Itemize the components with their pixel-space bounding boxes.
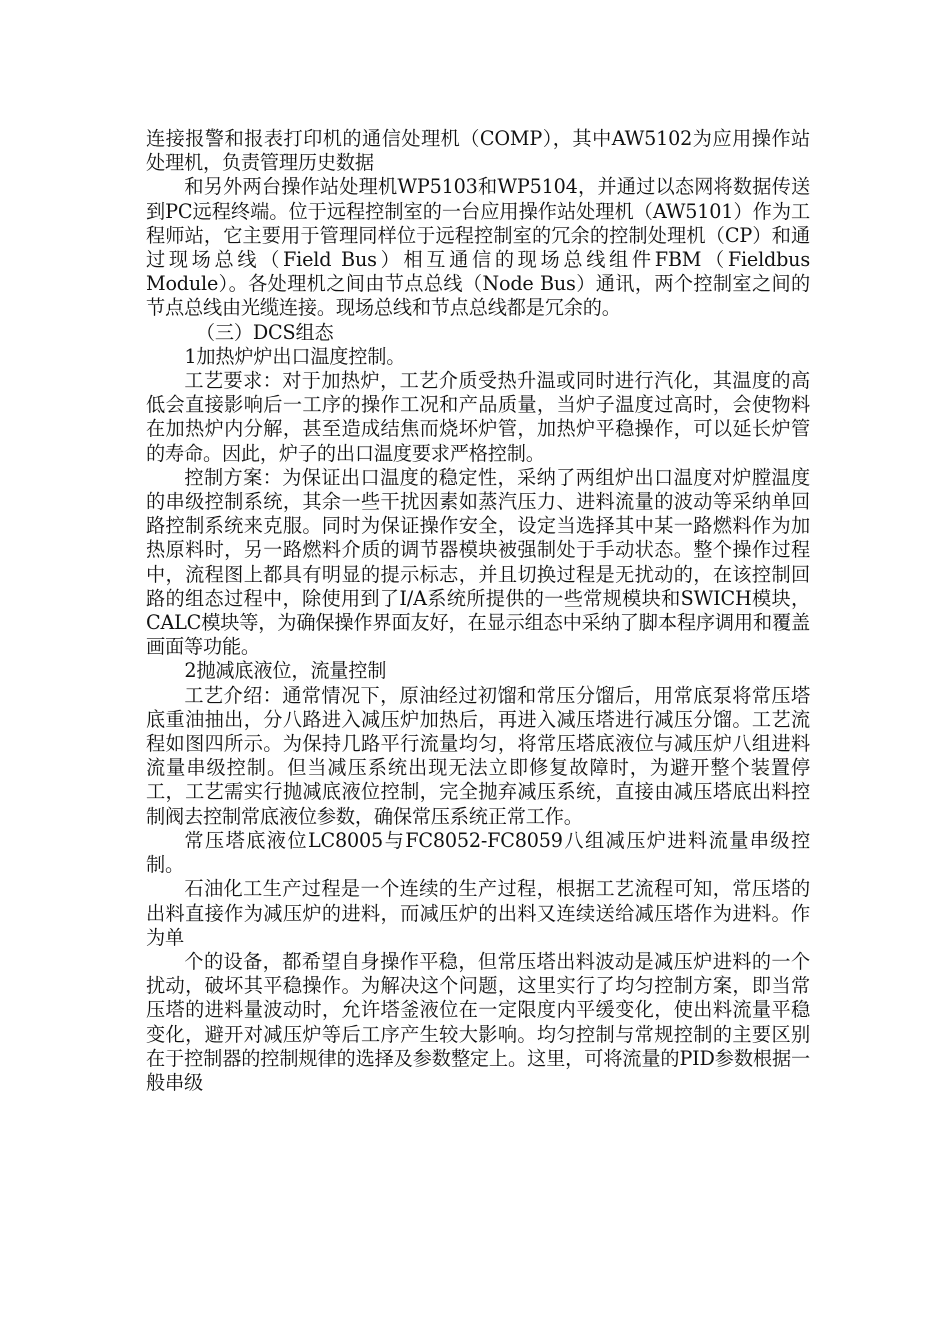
paragraph-uniform-control: 个的设备，都希望自身操作平稳，但常压塔出料波动是减压炉进料的一个扰动，破坏其平稳操作。为解决这个问题，这里实行了均匀控制方案，即当常压塔的进料量波动时，允许塔釜液位在一定限度内平缓变化，使出料流量平稳变化，避开对减压炉等后工序产生较大影响。均匀控制与常规控制的主要区别在于控制器的控制规律的选择及参数整定上。这里，可将流量的PID参数根据一般串级	[146, 949, 810, 1094]
paragraph-process-requirements: 工艺要求：对于加热炉，工艺介质受热升温或同时进行汽化，其温度的高低会直接影响后一工序的操作工况和产品质量，当炉子温度过高时，会使物料在加热炉内分解，甚至造成结焦而烧坏炉管，加热炉平稳操作，可以延长炉管的寿命。因此，炉子的出口温度要求严格控制。	[146, 369, 810, 465]
paragraph-cascade-control: 常压塔底液位LC8005与FC8052-FC8059八组减压炉进料流量串级控制。	[146, 828, 810, 877]
paragraph-network-description: 和另外两台操作站处理机WP5103和WP5104，并通过以态网将数据传送到PC远程终端。位于远程控制室的一台应用操作站处理机（AW5101）作为工程师站，它主要用于管理同样位于远程控制室的冗余的控制处理机（CP）和通过现场总线（Field Bus）相互通信的现场总线组件FBM（Fieldbus Module）。各处理机之间由节点总线（Node Bus）通讯，两个控制室之间的节点总线由光缆连接。现场总线和节点总线都是冗余的。	[146, 175, 810, 320]
section-heading-dcs-config: （三）DCS组态	[195, 320, 334, 344]
paragraph-control-scheme: 控制方案：为保证出口温度的稳定性，采纳了两组炉出口温度对炉膛温度的串级控制系统，其余一些干扰因素如蒸汽压力、进料流量的波动等采纳单回路控制系统来克服。同时为保证操作安全，设定当选择其中某一路燃料作为加热原料时，另一路燃料介质的调节器模块被强制处于手动状态。整个操作过程中，流程图上都具有明显的提示标志，并且切换过程是无扰动的，在该控制回路的组态过程中，除使用到了I/A系统所提供的一些常规模块和SWICH模块，CALC模块等，为确保操作界面友好，在显示组态中采纳了脚本程序调用和覆盖画面等功能。	[146, 465, 810, 659]
subheading-furnace-outlet-temp: 1加热炉炉出口温度控制。	[184, 344, 406, 368]
paragraph-comp-intro: 连接报警和报表打印机的通信处理机（COMP），其中AW5102为应用操作站处理机，负责管理历史数据	[146, 127, 810, 175]
subheading-level-flow-control: 2抛减底液位，流量控制	[184, 659, 387, 683]
paragraph-process-introduction: 工艺介绍：通常情况下，原油经过初馏和常压分馏后，用常底泵将常压塔底重油抽出，分八路进入减压炉加热后，再进入减压塔进行减压分馏。工艺流程如图四所示。为保持几路平行流量均匀，将常压塔底液位与减压炉八组进料流量串级控制。但当减压系统出现无法立即修复故障时，为避开整个装置停工，工艺需实行抛减底液位控制，完全抛弃减压系统，直接由减压塔底出料控制阀去控制常底液位参数，确保常压系统正常工作。	[146, 683, 810, 828]
document-body	[146, 127, 810, 1095]
paragraph-continuous-production: 石油化工生产过程是一个连续的生产过程，根据工艺流程可知，常压塔的出料直接作为减压炉的进料，而减压炉的出料又连续送给减压塔作为进料。作为单	[146, 877, 810, 949]
